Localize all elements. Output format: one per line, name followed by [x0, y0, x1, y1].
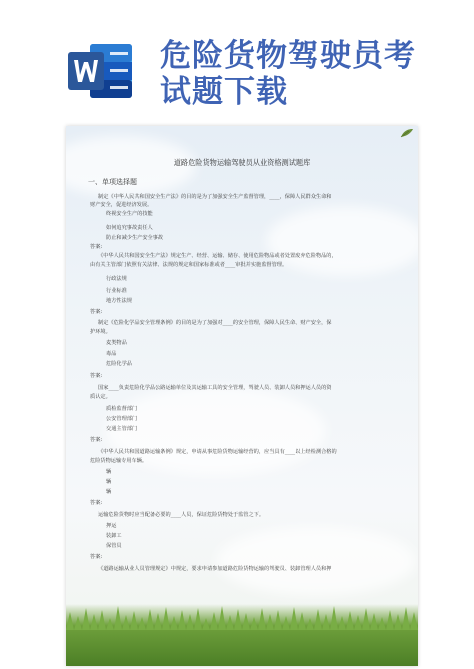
- answer-label: 答案:: [90, 500, 103, 506]
- page-title-line-1: 危险货物驾驶员考: [160, 38, 416, 74]
- sky-cloud: [266, 206, 418, 276]
- banner: [0, 0, 474, 130]
- answer-label: 答案:: [90, 244, 103, 250]
- option-text: 危险化学品: [106, 361, 132, 367]
- question-text: 制定《危险化学品安全管理条例》的目的是为了加强对____的安全管理，保障人民生命、财产安全，保: [98, 320, 332, 326]
- option-text: 如何追究事故责任人: [106, 225, 153, 231]
- option-text: 公安管理部门: [106, 416, 138, 422]
- sky-cloud: [216, 526, 416, 596]
- document-title: 道路危险货物运输驾驶员从业资格测试题库: [173, 158, 311, 167]
- question-text: 护环境。: [90, 329, 111, 335]
- option-text: 防止和减少生产安全事故: [106, 235, 164, 241]
- word-document-icon: [66, 40, 136, 102]
- option-text: 辆: [106, 489, 112, 495]
- question-text: 财产安全，促进经济发展。: [90, 202, 153, 208]
- question-text: 质认定。: [90, 394, 111, 400]
- answer-label: 答案:: [90, 373, 103, 379]
- answer-label: 答案:: [90, 437, 103, 443]
- option-text: 质检监督部门: [106, 406, 138, 412]
- question-text: 运输危险货物时应当配备必要的____人员，保证危险货物处于监管之下。: [98, 512, 265, 518]
- question-text: 制定《中华人民共和国安全生产法》的目的是为了加强安全生产监督管理，____，保障人民群众生命和: [98, 194, 332, 200]
- question-text: 《道路运输从业人员管理规定》中规定，要求申请参加道路危险货物运输的驾驶员、装卸管理人员和押: [98, 566, 332, 572]
- option-text: 地方性法规: [106, 298, 132, 304]
- option-text: 行政法规: [106, 276, 127, 282]
- option-text: 辆: [106, 479, 112, 485]
- option-text: 终视安全生产的技能: [106, 211, 153, 217]
- question-text: 国家____负责危险化学品公路运输单位及其运输工具的安全管理，驾驶人员、装卸人员和押运人员的资: [98, 385, 332, 391]
- question-text: 《中华人民共和国安全生产法》规定生产、经营、运输、储存、使用危险物品或者处置废弃危险物品的，: [98, 253, 337, 259]
- document-preview: [66, 126, 418, 666]
- grass-blades: [66, 600, 418, 630]
- page-title-line-2: 试题下载: [160, 74, 288, 110]
- option-text: 麦类物品: [106, 340, 127, 346]
- answer-label: 答案:: [90, 554, 103, 560]
- option-text: 辆: [106, 469, 112, 475]
- leaf-icon: [400, 128, 414, 138]
- question-text: 《中华人民共和国道路运输条例》规定，申请从事危险货物运输经营的，应当具有____以上经检测合格的: [98, 449, 337, 455]
- option-text: 装卸工: [106, 533, 122, 539]
- question-text: 由有关主管部门依照有关法律、法规的规定和国家标准或者____审批并实施监督管理。: [90, 262, 288, 268]
- option-text: 毒品: [106, 351, 117, 357]
- option-text: 交通主管部门: [106, 426, 138, 432]
- option-text: 行业标准: [106, 288, 127, 294]
- option-text: 保管员: [106, 543, 122, 549]
- section-heading: 一、单项选择题: [88, 178, 137, 186]
- answer-label: 答案:: [90, 309, 103, 315]
- option-text: 押运: [106, 523, 117, 529]
- question-text: 危险货物运输专用车辆。: [90, 458, 148, 464]
